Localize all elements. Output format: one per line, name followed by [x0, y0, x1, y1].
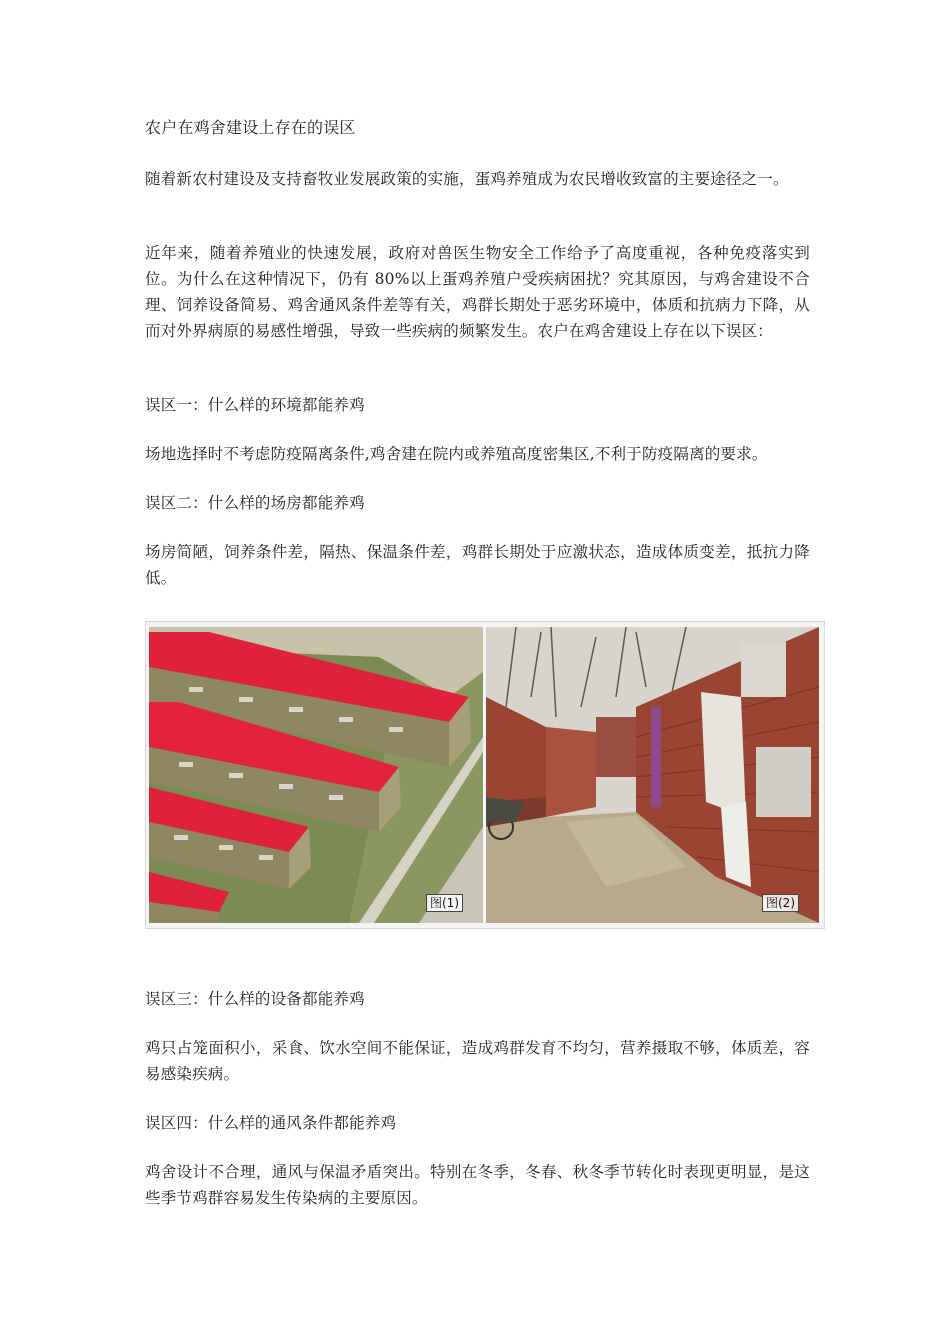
photo-figure — [145, 621, 825, 929]
photo-village-alley — [486, 627, 819, 923]
section-3-heading: 误区三：什么样的设备都能养鸡 — [145, 990, 365, 1008]
section-2-body: 场房简陋，饲养条件差，隔热、保温条件差，鸡群长期处于应激状态，造成体质变差，抵抗力降低。 — [145, 543, 810, 587]
section-1-heading: 误区一：什么样的环境都能养鸡 — [145, 396, 365, 414]
section-2-heading: 误区二：什么样的场房都能养鸡 — [145, 494, 365, 512]
intro-paragraph: 随着新农村建设及支持畜牧业发展政策的实施，蛋鸡养殖成为农民增收致富的主要途径之一。 — [145, 170, 789, 188]
article-title: 农户在鸡舍建设上存在的误区 — [145, 118, 356, 137]
figure-caption-1: 图(1) — [426, 894, 463, 912]
section-4-body: 鸡舍设计不合理，通风与保温矛盾突出。特别在冬季，冬春、秋冬季节转化时表现更明显，是这些季节鸡群容易发生传染病的主要原因。 — [145, 1163, 810, 1207]
figure-caption-2: 图(2) — [762, 894, 799, 912]
section-4-heading: 误区四：什么样的通风条件都能养鸡 — [145, 1114, 397, 1132]
section-1-body: 场地选择时不考虑防疫隔离条件,鸡舍建在院内或养殖高度密集区,不利于防疫隔离的要求。 — [145, 445, 768, 463]
photo-poultry-house-rooftops — [149, 627, 483, 923]
background-paragraph: 近年来，随着养殖业的快速发展，政府对兽医生物安全工作给予了高度重视，各种免疫落实到位。为什么在这种情况下，仍有 80%以上蛋鸡养殖户受疾病困扰？究其原因，与鸡舍建设不合理、饲养设备简易、鸡舍通风条件差等有关，鸡群长期处于恶劣环境中，体质和抗病力下降，从而对外界病原的易感性增强，导致一些疾病的频繁发生。农户在鸡舍建设上存在以下误区： — [145, 244, 810, 340]
section-3-body: 鸡只占笼面积小，采食、饮水空间不能保证，造成鸡群发育不均匀，营养摄取不够，体质差，容易感染疾病。 — [145, 1039, 810, 1083]
